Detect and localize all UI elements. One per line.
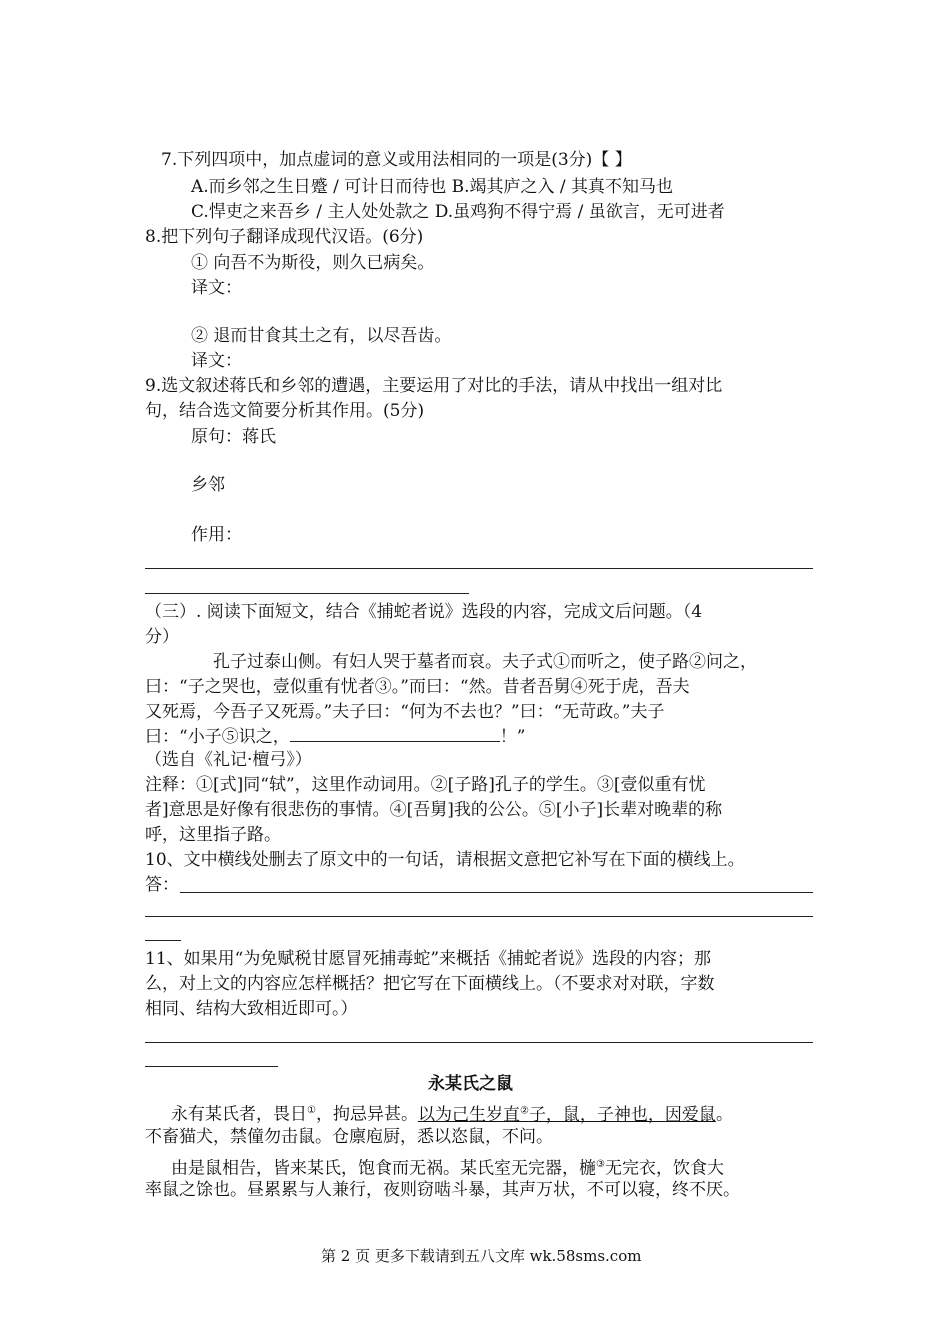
answer-line [145,568,813,569]
story-text: 。 [715,1104,733,1125]
story-line-2: 不畜猫犬，禁僮勿击鼠。仓廪庖厨，悉以恣鼠，不问。 [145,1127,553,1147]
passage-line-2: 曰：“子之哭也，壹似重有忧者③。”而曰：“然。昔者吾舅④死于虎，吾夫 [145,677,690,697]
footnote-marker: ② [519,1105,529,1116]
story-text: 子，鼠，子神也，因爱鼠 [528,1104,716,1125]
footnote-marker: ① [307,1105,316,1116]
story-title: 永某氏之鼠 [428,1074,513,1094]
q10-stem: 10、文中横线处删去了原文中的一句话，请根据文意把它补写在下面的横线上。 [145,850,745,870]
passage-line-1: 孔子过泰山侧。有妇人哭于墓者而哀。夫子式①而听之，使子路②问之， [213,652,757,672]
passage-line-4-end: ！” [499,727,526,747]
section-3-intro-line-2: 分） [145,627,179,647]
story-text: 以为己生岁直 [417,1104,520,1125]
answer-line [145,916,813,917]
q9-original-sentence-label: 原句：蒋氏 [191,427,276,447]
underlined-sentence [418,1105,716,1125]
notes-line-1: 注释：①[式]同“轼”，这里作动词用。②[子路]孔子的学生。③[壹似重有忧 [145,775,706,795]
footnote-marker: ③ [596,1159,605,1170]
story-line-1 [171,1099,733,1127]
q8-translation-label-2: 译文： [191,351,242,371]
notes-line-2: 者]意思是好像有很悲伤的事情。④[吾舅]我的公公。⑤[小子]长辈对晚辈的称 [145,800,723,820]
story-text: 永有某氏者，畏日 [171,1104,307,1125]
passage-source: （选自《礼记·檀弓》） [145,750,312,770]
fill-in-blank [290,725,500,742]
passage-line-4-start: 曰：“小子⑤识之， [145,727,290,747]
q7-options-ab: A.而乡邻之生日蹙 / 可计日而待也 B.竭其庐之入 / 其真不知马也 [191,177,674,197]
q11-stem-line-3: 相同、结构大致相近即可。） [145,999,358,1019]
q8-translation-label-1: 译文： [191,278,242,298]
q7-options-cd: C.悍吏之来吾乡 / 主人处处款之 D.虽鸡狗不得宁焉 / 虽欲言，无可进者 [191,202,725,222]
answer-line [145,593,469,594]
q7-stem: 7.下列四项中，加点虚词的意义或用法相同的一项是(3分)【 】 [161,150,632,170]
passage-line-3: 又死焉，今吾子又死焉。”夫子曰：“何为不去也？”曰：“无苛政。”夫子 [145,702,665,722]
q9-stem-line-2: 句，结合选文简要分析其作用。(5分) [145,401,425,421]
q8-sentence-1: ① 向吾不为斯役，则久已病矣。 [191,253,435,273]
q11-stem-line-1: 11、如果用“为免赋税甘愿冒死捕毒蛇”来概括《捕蛇者说》选段的内容；那 [145,949,712,969]
answer-line [145,940,181,941]
q9-neighbors-label: 乡邻 [191,475,225,495]
section-3-intro-line-1: （三）. 阅读下面短文，结合《捕蛇者说》选段的内容，完成文后问题。（4 [145,602,703,622]
story-line-3 [171,1153,724,1181]
notes-line-3: 呼，这里指子路。 [145,825,281,845]
story-text: ，拘忌异甚。 [315,1104,418,1125]
story-line-4: 率鼠之馀也。昼累累与人兼行，夜则窃啮斗暴，其声万状，不可以寝，终不厌。 [145,1180,740,1200]
q11-stem-line-2: 么，对上文的内容应怎样概括？把它写在下面横线上。（不要求对对联，字数 [145,974,715,994]
q9-stem-line-1: 9.选文叙述蒋氏和乡邻的遭遇，主要运用了对比的手法，请从中找出一组对比 [145,376,723,396]
story-text: 无完衣，饮食大 [604,1158,724,1179]
q9-effect-label: 作用： [191,525,242,545]
story-text: 由是鼠相告，皆来某氏，饱食而无祸。某氏室无完器，椸 [171,1158,596,1179]
page-footer: 第 2 页 更多下载请到五八文库 wk.58sms.com [321,1247,642,1265]
q8-stem: 8.把下列句子翻译成现代汉语。(6分) [145,227,424,247]
answer-line [180,892,813,893]
q10-answer-label: 答： [145,875,179,895]
passage-line-4 [145,725,525,749]
answer-line [145,1066,278,1067]
answer-line [145,1042,813,1043]
q8-sentence-2: ② 退而甘食其土之有，以尽吾齿。 [191,326,452,346]
